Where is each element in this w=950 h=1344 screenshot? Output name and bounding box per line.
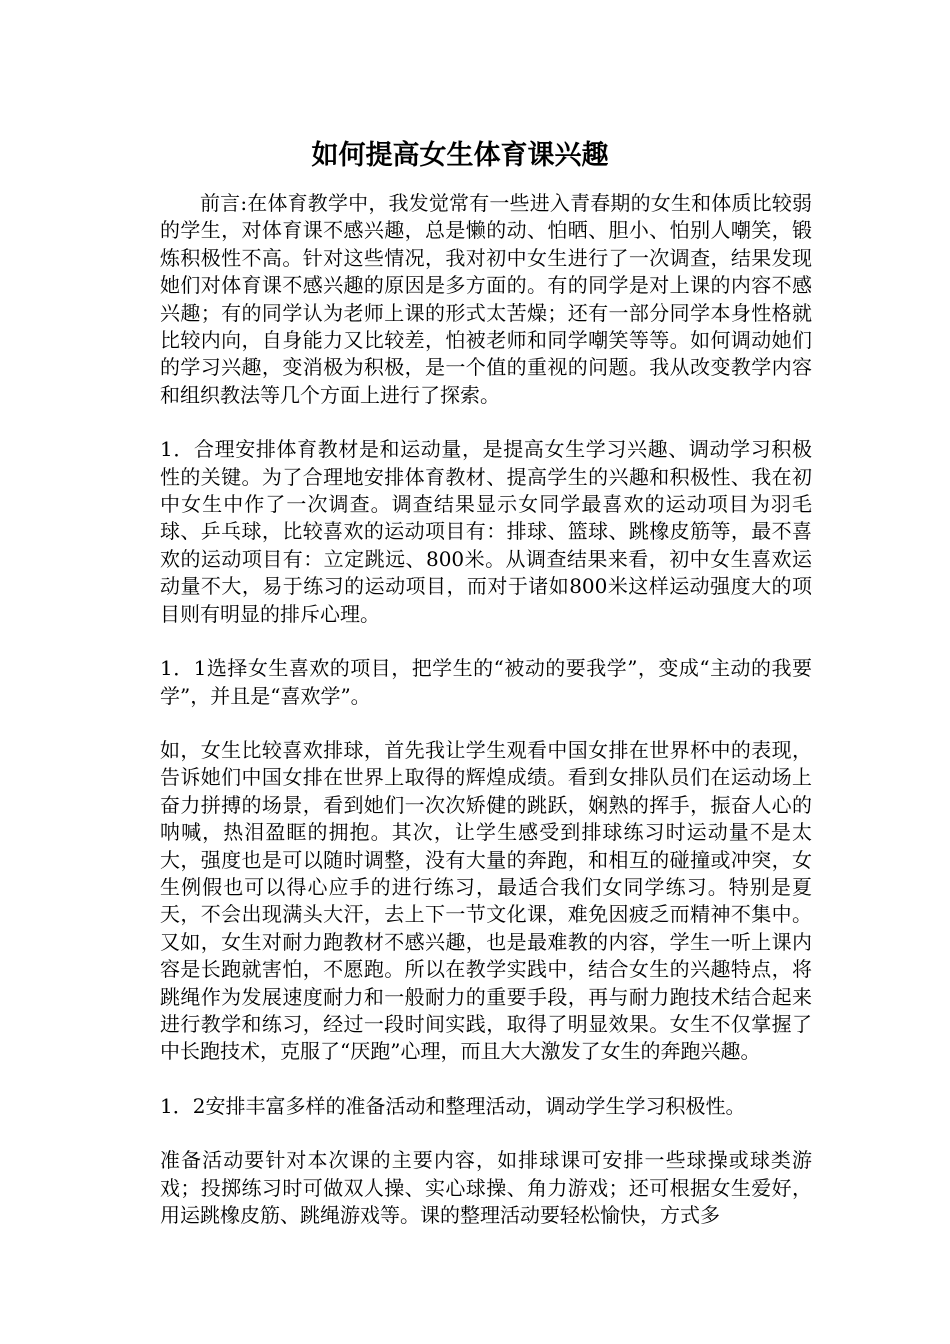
paragraph-section-1-1: 1．1选择女生喜欢的项目，把学生的“被动的要我学”，变成“主动的我要学”，并且是“喜欢学”。 — [160, 656, 812, 708]
document-title: 如何提高女生体育课兴趣 — [311, 140, 609, 171]
paragraph-warmup: 准备活动要针对本次课的主要内容，如排球课可安排一些球操或球类游戏；投掷练习时可做双人操、实心球操、角力游戏；还可根据女生爱好，用运跳橡皮筋、跳绳游戏等。课的整理活动要轻松愉快，方式多 — [160, 1148, 812, 1227]
paragraph-preface: 前言:在体育教学中，我发觉常有一些进入青春期的女生和体质比较弱的学生，对体育课不感兴趣，总是懒的动、怕晒、胆小、怕别人嘲笑，锻炼积极性不高。针对这些情况，我对初中女生进行了一次调查，结果发现她们对体育课不感兴趣的原因是多方面的。有的同学是对上课的内容不感兴趣；有的同学认为老师上课的形式太苦燥；还有一部分同学本身性格就比较内向，自身能力又比较差，怕被老师和同学嘲笑等等。如何调动她们的学习兴趣，变消极为积极，是一个值的重视的问题。我从改变教学内容和组织教法等几个方面上进行了探索。 — [160, 191, 812, 407]
document-body — [160, 190, 812, 1256]
paragraph-section-1-2: 1．2安排丰富多样的准备活动和整理活动，调动学生学习积极性。 — [160, 1093, 746, 1118]
paragraph-section-1: 1．合理安排体育教材是和运动量，是提高女生学习兴趣、调动学习积极性的关键。为了合理地安排体育教材、提高学生的兴趣和积极性、我在初中女生中作了一次调查。调查结果显示女同学最喜欢的运动项目为羽毛球、乒乓球，比较喜欢的运动项目有：排球、篮球、跳橡皮筋等，最不喜欢的运动项目有：立定跳远、800米。从调查结果来看，初中女生喜欢运动量不大，易于练习的运动项目，而对于诸如800米这样运动强度大的项目则有明显的排斥心理。 — [160, 437, 812, 626]
paragraph-example: 如，女生比较喜欢排球，首先我让学生观看中国女排在世界杯中的表现，告诉她们中国女排在世界上取得的辉煌成绩。看到女排队员们在运动场上奋力拼搏的场景，看到她们一次次矫健的跳跃，娴熟的挥手，振奋人心的呐喊，热泪盈眶的拥抱。其次，让学生感受到排球练习时运动量不是太大，强度也是可以随时调整，没有大量的奔跑，和相互的碰撞或冲突，女生例假也可以得心应手的进行练习，最适合我们女同学练习。特别是夏天，不会出现满头大汗，去上下一节文化课，难免因疲乏而精神不集中。又如，女生对耐力跑教材不感兴趣，也是最难教的内容，学生一听上课内容是长跑就害怕，不愿跑。所以在教学实践中，结合女生的兴趣特点，将跳绳作为发展速度耐力和一般耐力的重要手段，再与耐力跑技术结合起来进行教学和练习，经过一段时间实践，取得了明显效果。女生不仅掌握了中长跑技术，克服了“厌跑”心理，而且大大激发了女生的奔跑兴趣。 — [160, 737, 812, 1064]
